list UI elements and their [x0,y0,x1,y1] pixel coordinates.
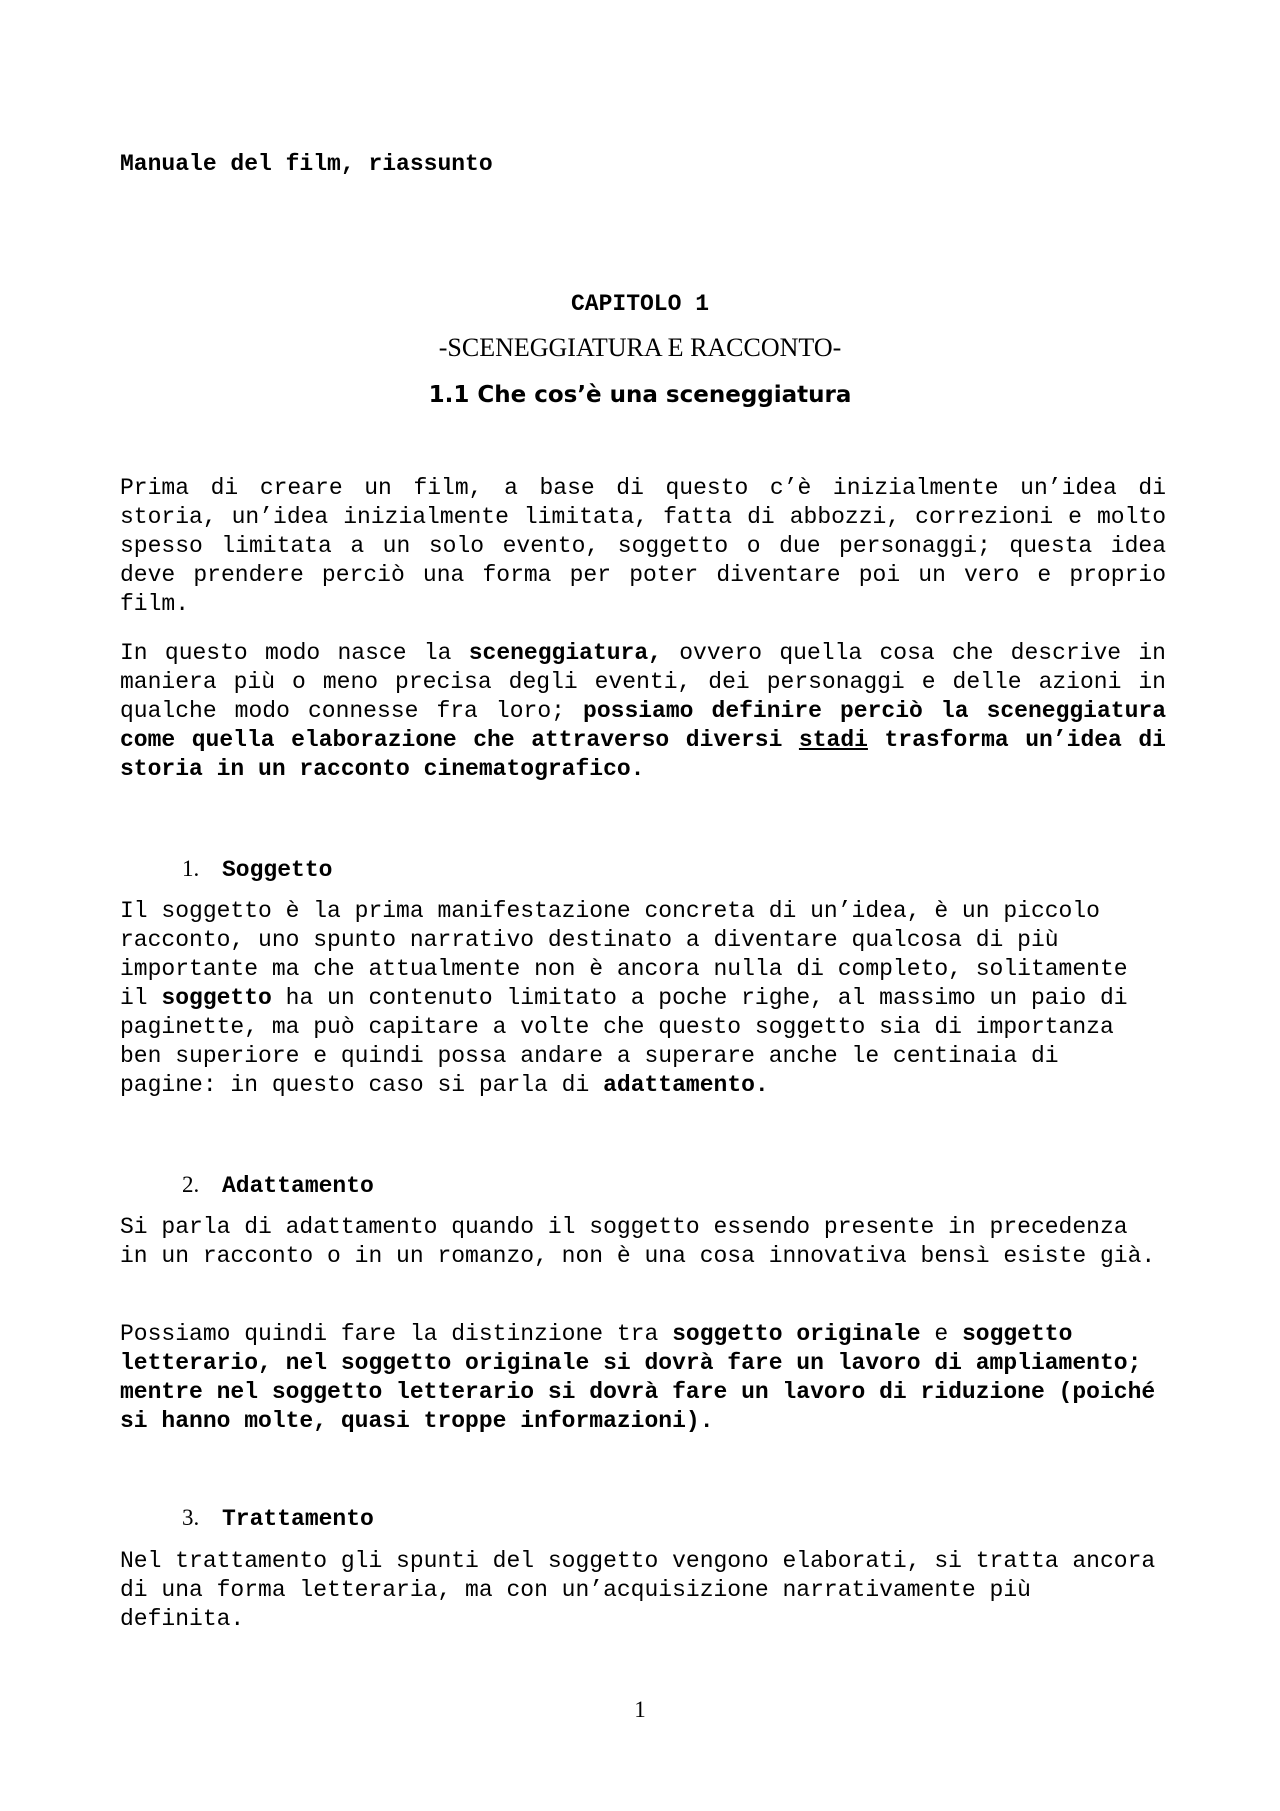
list-item-heading-trattamento [182,1505,374,1532]
chapter-subtitle: -SCENEGGIATURA E RACCONTO- [438,333,842,362]
text-run: In questo modo nasce la [120,640,469,666]
list-item-heading-adattamento [182,1172,374,1199]
bold-definition: possiamo definire perciò la sceneggiatura come quella elaborazione che attraverso diversi [120,698,1166,753]
intro-paragraph-1: Prima di creare un film, a base di questo c’è inizialmente un’idea di storia, un’idea inizialmente limitata, fatta di abbozzi, correzioni e molto spesso limitata a un solo evento, soggetto o due personaggi; questa idea deve prendere perciò una forma per poter diventare poi un vero e proprio film. [120,475,1166,617]
adattamento-paragraph-1: Si parla di adattamento quando il soggetto essendo presente in precedenza in un racconto o in un romanzo, non è una cosa innovativa bensì esiste già. [120,1214,1156,1269]
bold-definition-end: trasforma un’idea di storia in un racconto cinematografico. [120,727,1166,782]
section-title: 1.1 Che cos’è una sceneggiatura [428,382,852,408]
list-number: 2. [182,1172,200,1197]
page-number: 1 [634,1697,646,1722]
soggetto-paragraph [120,897,1166,1100]
text-run: Il soggetto è la prima manifestazione concreta di un’idea, è un piccolo racconto, uno spunto narrativo destinato a diventare qualcosa di più importante ma che attualmente non è ancora nulla di completo, solitamente il [120,898,1128,1011]
bold-term-sceneggiatura: sceneggiatura, [468,640,662,666]
bold-term-soggetto: soggetto [161,985,272,1011]
document-title: Manuale del film, riassunto [120,151,493,177]
text-run: Possiamo quindi fare la distinzione tra [120,1321,673,1347]
text-run: e [920,1321,962,1347]
intro-paragraph-2 [120,639,1166,784]
list-heading-label: Adattamento [222,1173,374,1199]
bold-term-soggetto-originale: soggetto originale [672,1321,921,1347]
list-item-heading-soggetto [182,856,332,883]
text-run: ha un contenuto limitato a poche righe, al massimo un paio di paginette, ma può capitare a volte che questo soggetto sia di importanza ben superiore e quindi possa andare a superare anche le centinaia di pagine: in questo caso si parla di [120,985,1128,1098]
text-run: ovvero quella cosa che descrive in maniera più o meno precisa degli eventi, dei personaggi e delle azioni in qualche modo connesse fra loro; [120,640,1166,724]
list-number: 1. [182,856,200,881]
trattamento-paragraph: Nel trattamento gli spunti del soggetto vengono elaborati, si tratta ancora di una forma letteraria, ma con un’acquisizione narrativamente più definita. [120,1548,1156,1632]
underlined-term-stadi: stadi [798,727,868,753]
bold-term-soggetto-letterario: soggetto letterario, nel soggetto originale si dovrà fare un lavoro di ampliamento; mentre nel soggetto letterario si dovrà fare un lavoro di riduzione (poiché si hanno molte, quasi troppe informazioni). [120,1321,1156,1434]
chapter-label: CAPITOLO 1 [570,291,710,317]
bold-term-adattamento: adattamento. [603,1072,769,1098]
adattamento-paragraph-2 [120,1320,1166,1436]
list-heading-label: Trattamento [222,1506,374,1532]
list-heading-label: Soggetto [222,857,333,883]
list-number: 3. [182,1505,200,1530]
